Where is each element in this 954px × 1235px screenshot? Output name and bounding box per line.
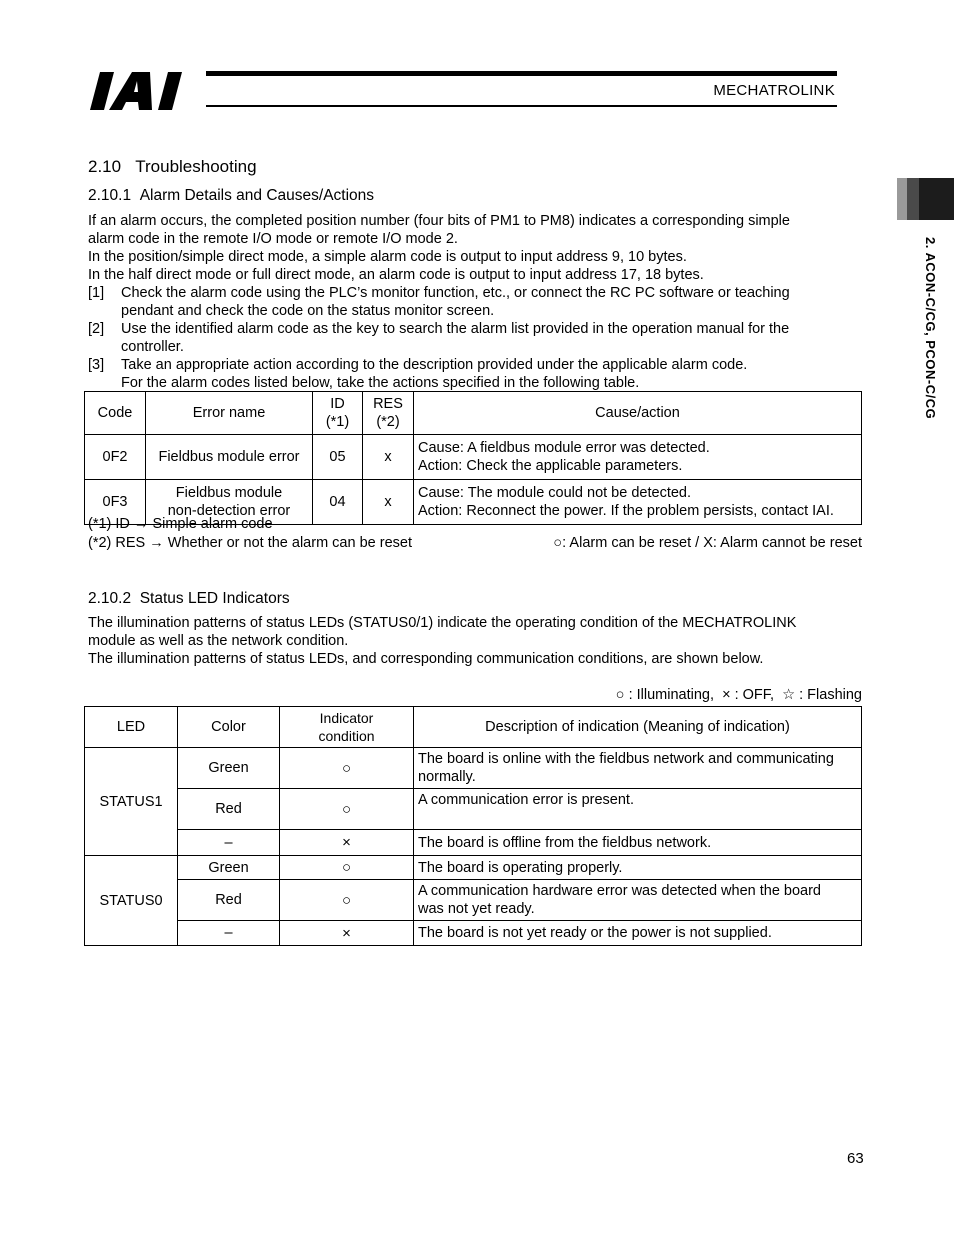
step-number: [1] xyxy=(88,285,105,301)
cell-color: Red xyxy=(178,789,280,830)
cell-indicator: ○ xyxy=(280,880,414,921)
footnote-reset-legend: ○: Alarm can be reset / X: Alarm cannot be reset xyxy=(553,535,862,551)
side-tab-shade xyxy=(897,178,907,220)
table-header-row xyxy=(85,392,862,435)
step-number: [2] xyxy=(88,321,105,337)
header-color: Color xyxy=(178,707,280,748)
cell-color: – xyxy=(178,921,280,946)
cell-id: 05 xyxy=(313,435,363,480)
cause-text: Cause: The module could not be detected. xyxy=(418,485,692,501)
intro-line: In the position/simple direct mode, a simple alarm code is output to input address 9, 10 bytes. xyxy=(88,249,687,265)
cell-description: The board is operating properly. xyxy=(414,856,862,880)
table-row xyxy=(85,435,862,480)
header-id-line2: (*1) xyxy=(325,414,350,430)
header-indicator-line1: Indicator xyxy=(319,710,374,726)
brand-label: MECHATROLINK xyxy=(713,82,835,99)
description-line: A communication error is present. xyxy=(418,792,634,808)
step-list xyxy=(88,284,862,392)
led-para-line: The illumination patterns of status LEDs, and corresponding communication conditions, are shown below. xyxy=(88,651,764,667)
cell-description xyxy=(414,880,862,921)
header-res-line2: (*2) xyxy=(376,414,400,430)
header-indicator xyxy=(280,707,414,748)
cause-text: Cause: A fieldbus module error was detected. xyxy=(418,440,710,456)
header-res-line1: RES xyxy=(373,396,403,412)
cell-description: The board is not yet ready or the power is not supplied. xyxy=(414,921,862,946)
description-line: A communication hardware error was detected when the board xyxy=(418,883,821,899)
header-res xyxy=(363,392,414,435)
header-description: Description of indication (Meaning of indication) xyxy=(414,707,862,748)
step-line: Use the identified alarm code as the key to search the alarm list provided in the operation manual for the xyxy=(121,321,790,337)
table-row xyxy=(85,880,862,921)
description-line: normally. xyxy=(418,769,476,785)
logo-text: IAI xyxy=(90,68,92,69)
cell-code: 0F2 xyxy=(85,435,146,480)
cell-color: Green xyxy=(178,748,280,789)
side-tab-label: 2. ACON-C/CG, PCON-C/CG xyxy=(923,237,938,420)
cell-res: x xyxy=(363,435,414,480)
header-indicator-line2: condition xyxy=(318,728,375,744)
header-id xyxy=(313,392,363,435)
led-paragraph xyxy=(88,614,858,668)
description-line: was not yet ready. xyxy=(418,901,535,917)
section-title: 2.10 Troubleshooting xyxy=(88,157,257,176)
cell-indicator: ○ xyxy=(280,856,414,880)
table-row xyxy=(85,921,862,946)
table-row xyxy=(85,748,862,789)
error-name-line2: non-detection error xyxy=(167,503,291,519)
cell-color: Red xyxy=(178,880,280,921)
led-para-line: The illumination patterns of status LEDs (STATUS0/1) indicate the operating condition of the MECHATROLINK xyxy=(88,615,797,631)
description-line: The board is online with the fieldbus network and communicating xyxy=(418,751,834,767)
side-tab-block xyxy=(919,178,954,220)
step-line: pendant and check the code on the status monitor screen. xyxy=(121,303,495,319)
footnote-res: (*2) RES → Whether or not the alarm can be reset xyxy=(88,535,412,551)
cell-indicator: ○ xyxy=(280,748,414,789)
cell-indicator: × xyxy=(280,921,414,946)
step-item xyxy=(88,356,862,392)
iai-logo xyxy=(90,68,206,114)
table-row xyxy=(85,830,862,856)
cell-description xyxy=(414,789,862,830)
led-table xyxy=(84,706,862,946)
header-led: LED xyxy=(85,707,178,748)
cell-description xyxy=(414,748,862,789)
header-code: Code xyxy=(85,392,146,435)
step-line: For the alarm codes listed below, take the actions specified in the following table. xyxy=(121,375,640,391)
error-name-line1: Fieldbus module xyxy=(175,485,283,501)
intro-paragraph xyxy=(88,212,858,284)
table-row xyxy=(85,856,862,880)
step-item xyxy=(88,320,862,356)
subsection-title-led: 2.10.2 Status LED Indicators xyxy=(88,590,290,607)
cell-id: 04 xyxy=(313,480,363,525)
step-number: [3] xyxy=(88,357,105,373)
intro-line: If an alarm occurs, the completed position number (four bits of PM1 to PM8) indicates a corresponding simple xyxy=(88,213,790,229)
side-tab-shade-dark xyxy=(907,178,919,220)
intro-line: alarm code in the remote I/O mode or remote I/O mode 2. xyxy=(88,231,458,247)
cell-res: x xyxy=(363,480,414,525)
alarm-table xyxy=(84,391,862,525)
action-text: Action: Check the applicable parameters. xyxy=(418,458,683,474)
header-id-line1: ID xyxy=(330,396,345,412)
step-item xyxy=(88,284,862,320)
cell-led-status1: STATUS1 xyxy=(85,748,178,856)
led-legend: ○ : Illuminating, × : OFF, ☆ : Flashing xyxy=(615,687,862,703)
cell-color: – xyxy=(178,830,280,856)
header-cause-action: Cause/action xyxy=(414,392,862,435)
cell-led-status0: STATUS0 xyxy=(85,856,178,946)
subsection-title-alarm: 2.10.1 Alarm Details and Causes/Actions xyxy=(88,187,375,204)
cell-indicator: × xyxy=(280,830,414,856)
header-error-name: Error name xyxy=(146,392,313,435)
action-text: Action: Reconnect the power. If the problem persists, contact IAI. xyxy=(418,503,834,519)
cell-color: Green xyxy=(178,856,280,880)
led-para-line: module as well as the network condition. xyxy=(88,633,349,649)
step-line: Take an appropriate action according to the description provided under the applicable alarm code. xyxy=(121,357,748,373)
step-line: Check the alarm code using the PLC’s monitor function, etc., or connect the RC PC software or teaching xyxy=(121,285,790,301)
cell-cause-action xyxy=(414,480,862,525)
table-row xyxy=(85,789,862,830)
cell-error-name: Fieldbus module error xyxy=(146,435,313,480)
cell-cause-action xyxy=(414,435,862,480)
header-rule-top xyxy=(206,71,837,76)
footnote-id: (*1) ID → Simple alarm code xyxy=(88,516,273,532)
table-header-row xyxy=(85,707,862,748)
cell-description: The board is offline from the fieldbus network. xyxy=(414,830,862,856)
page-number: 63 xyxy=(847,1150,864,1167)
cell-code: 0F3 xyxy=(85,480,146,525)
intro-line: In the half direct mode or full direct mode, an alarm code is output to input address 17, 18 bytes. xyxy=(88,267,704,283)
header-rule-bottom xyxy=(206,105,837,107)
cell-indicator: ○ xyxy=(280,789,414,830)
step-line: controller. xyxy=(121,339,184,355)
